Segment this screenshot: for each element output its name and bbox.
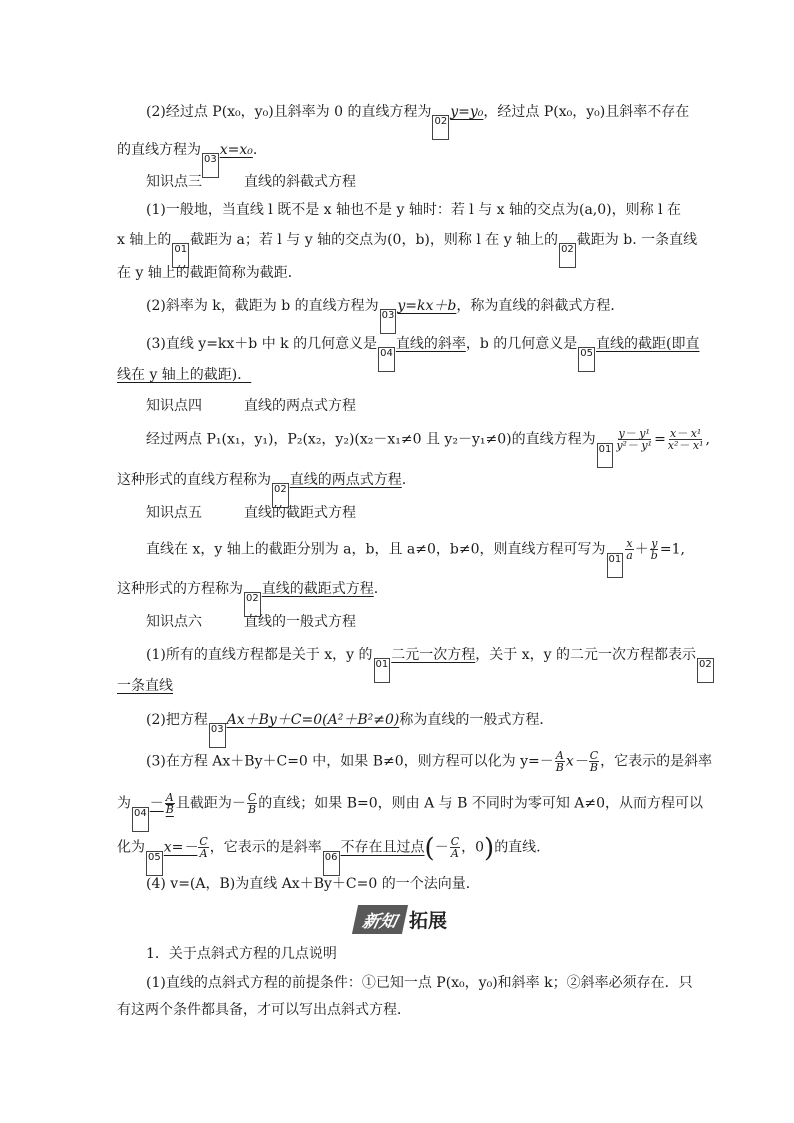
answer: 直线的两点式方程 <box>289 472 402 488</box>
answer-box: 02 <box>432 115 449 140</box>
fraction: $\frac{C}{A}$ <box>199 835 208 860</box>
fraction: $\frac{y}{b}$ <box>650 537 658 562</box>
fraction: $\frac{\text{x－ x¹}}{\text{x²－ x¹}}$ <box>667 427 704 452</box>
answer-box: 05 <box>146 851 163 876</box>
section-heading: 知识点五 直线的截距式方程 <box>146 505 356 521</box>
text-line: 线在 y 轴上的截距)． <box>117 367 252 383</box>
fraction: $\frac{C}{B}$ <box>589 749 599 774</box>
answer: Ax＋By＋C=0(A²＋B²≠0) <box>226 712 400 728</box>
fraction: $\frac{A}{B}$ <box>165 791 174 816</box>
answer-box: 05 <box>578 347 595 372</box>
section-heading: 知识点三 直线的斜截式方程 <box>146 174 356 190</box>
text-line: 化为05x=－ $\frac{C}{A}$ ，它表示的是斜率06不存在且过点(－ $\frac{C}{A}$ ，0)的直线. <box>117 836 541 876</box>
answer: 二元一次方程 <box>391 647 476 663</box>
text-line <box>117 676 173 696</box>
fraction: $\frac{C}{A}$ <box>450 835 460 860</box>
answer-box: 01 <box>607 553 624 578</box>
answer-box: 04 <box>132 807 149 832</box>
answer: x=－ <box>163 839 198 856</box>
answer: y=kx＋b <box>397 298 457 314</box>
text-line: (1)直线的点斜式方程的前提条件：①已知一点 P(x₀，y₀)和斜率 k；②斜率必须存在．只 <box>146 975 693 991</box>
text-line: 直线在 x，y 轴上的截距分别为 a，b，且 a≠0，b≠0，则直线方程可写为01 $\frac{x}{a}$ ＋ $\frac{y}{b}$ =1, <box>146 538 685 578</box>
text-line: 这种形式的方程称为02直线的截距式方程. <box>117 579 378 617</box>
section-heading: 知识点六 直线的一般式方程 <box>146 614 356 630</box>
text-line: (4) v=(A，B)为直线 Ax＋By＋C=0 的一个法向量． <box>146 876 480 892</box>
answer: 一条直线 <box>117 678 173 694</box>
text-line: (3)直线 y=kx＋b 中 k 的几何意义是04直线的斜率，b 的几何意义是05直线的截距(即直 <box>146 334 699 372</box>
answer-box: 04 <box>378 347 395 372</box>
text-line: (2)把方程03Ax＋By＋C=0(A²＋B²≠0)称为直线的一般式方程． <box>146 710 553 748</box>
section-heading: 知识点四 直线的两点式方程 <box>146 398 356 414</box>
text-line: 有这两个条件都具备，才可以写出点斜式方程． <box>117 1002 411 1018</box>
answer-box: 01 <box>374 658 391 683</box>
answer-box: 03 <box>202 153 219 178</box>
banner-title: 拓展 <box>409 909 448 932</box>
answer-box: 02 <box>244 592 261 617</box>
banner-label: 新知 <box>352 905 408 934</box>
answer-box: 03 <box>209 723 226 748</box>
section-banner <box>355 904 447 934</box>
fraction: $\frac{C}{B}$ <box>247 791 257 816</box>
answer: 直线的截距式方程 <box>261 581 374 597</box>
text-line: (2)斜率为 k，截距为 b 的直线方程为03y=kx＋b，称为直线的斜截式方程． <box>146 296 624 334</box>
text-line: 这种形式的直线方程称为02直线的两点式方程. <box>117 470 406 508</box>
text-line: (2)经过点 P(x₀，y₀)且斜率为 0 的直线方程为02y=y₀，经过点 P(x₀，y₀)且斜率不存在 <box>146 102 689 140</box>
text-line: (3)在方程 Ax＋By＋C=0 中，如果 B≠0，则方程可以化为 y=－ $\frac{A}{B}$ x－ $\frac{C}{B}$ ，它表示的是斜率 <box>146 749 713 774</box>
text-line: 1．关于点斜式方程的几点说明 <box>146 946 337 962</box>
text-line: 的直线方程为03x=x₀. <box>117 140 257 178</box>
text-line: 经过两点 P₁(x₁，y₁)，P₂(x₂，y₂)(x₂－x₁≠0 且 y₂－y₁≠0)的直线方程为01 $\frac{\text{y－ y¹}}{\text{y²－ y¹}}$ = $\frac{\text{x－ x¹}}{\text{x²－ x¹}}$ , <box>146 428 710 468</box>
answer: 不存在且过点 <box>340 839 425 856</box>
answer-box: 02 <box>697 658 714 683</box>
answer-box: 01 <box>172 243 189 268</box>
text-line: (1)一般地，当直线 l 既不是 x 轴也不是 y 轴时：若 l 与 x 轴的交点为(a,0)，则称 l 在 <box>146 202 681 218</box>
answer: 直线的截距(即直 <box>596 336 700 352</box>
fraction: $\frac{\text{y－ y¹}}{\text{y²－ y¹}}$ <box>616 427 653 452</box>
answer: 直线的斜率 <box>395 336 466 352</box>
text-line: x 轴上的01截距为 a；若 l 与 y 轴的交点为(0，b)，则称 l 在 y 轴上的02截距为 b. 一条直线 <box>117 230 697 268</box>
answer: x=x₀ <box>219 142 253 158</box>
text-line: 在 y 轴上的截距简称为截距． <box>117 265 302 281</box>
answer: y=y₀ <box>450 104 484 120</box>
fraction: $\frac{A}{B}$ <box>555 749 564 774</box>
text-line: (1)所有的直线方程都是关于 x，y 的01二元一次方程，关于 x，y 的二元一次方程都表示02 <box>146 645 715 683</box>
fraction: $\frac{x}{a}$ <box>626 537 633 562</box>
answer-box: 01 <box>597 443 614 468</box>
answer-box: 02 <box>272 483 289 508</box>
answer-box: 06 <box>323 851 340 876</box>
answer-box: 02 <box>559 243 576 268</box>
answer-box: 03 <box>380 309 397 334</box>
text-line: 为04－ $\frac{A}{B}$ 且截距为－ $\frac{C}{B}$ 的直线；如果 B=0，则由 A 与 B 不同时为零可知 A≠0，从而方程可以 <box>117 792 703 832</box>
